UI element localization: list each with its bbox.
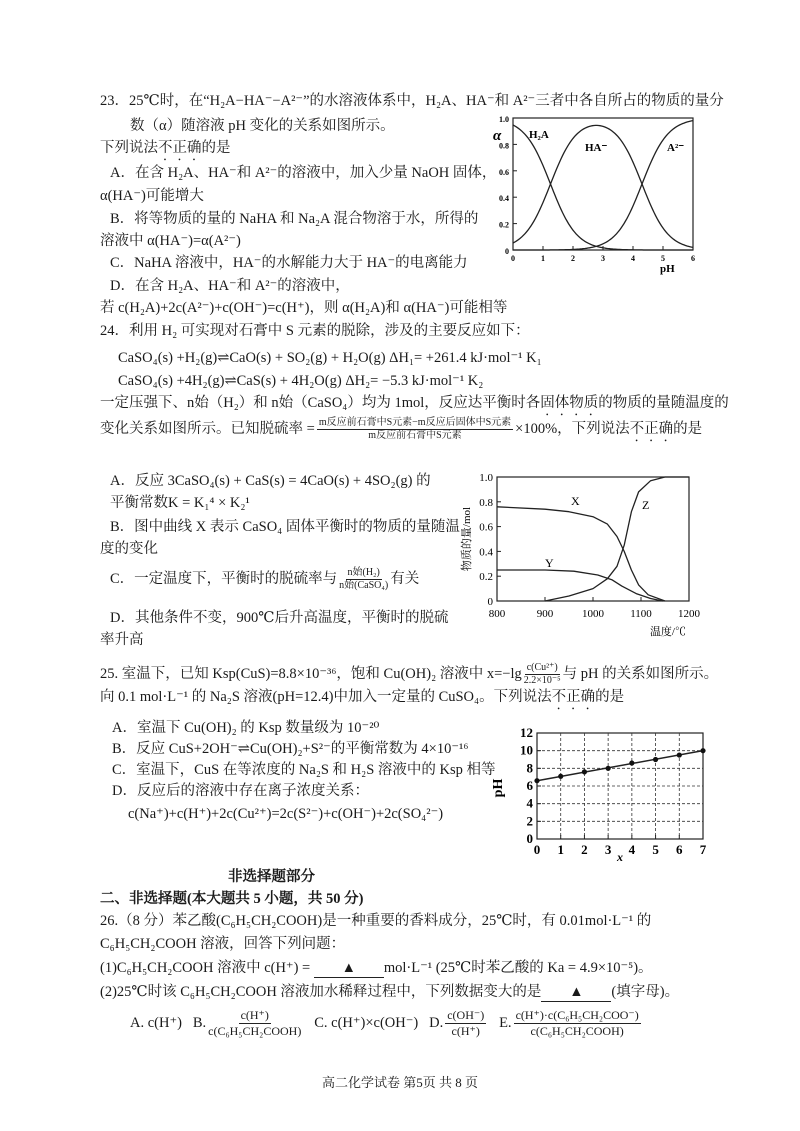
section-heading: 二、非选择题(本大题共 5 小题，共 50 分) xyxy=(100,891,364,907)
text: C．一定温度下，平衡时的脱硫率与 xyxy=(110,571,338,587)
q24-option-a-cont: 平衡常数K = K₁⁴ × K₂¹ xyxy=(110,495,250,511)
x-tick-label: 1 xyxy=(557,842,564,857)
series-label: H₂A xyxy=(529,129,549,141)
q24-equation-1: CaSO₄(s) +H₂(g)⇌CaO(s) + SO₂(g) + H₂O(g) ΔH₁= +261.4 kJ·mol⁻¹ K₁ xyxy=(118,350,542,366)
x-tick-label: 5 xyxy=(652,842,659,857)
series-line-X xyxy=(497,507,665,601)
option-d-fraction xyxy=(445,1008,486,1039)
q24-option-a: A．反应 3CaSO₄(s) + CaS(s) = 4CaO(s) + 4SO₂(g) 的 xyxy=(110,473,431,489)
data-point xyxy=(700,748,705,753)
y-tick-label: 2 xyxy=(526,813,533,829)
series-label: Z xyxy=(642,498,650,512)
x-tick-label: 1200 xyxy=(678,608,700,620)
denominator: c(C₆H₅CH₂COOH) xyxy=(208,1024,302,1039)
q24-option-c xyxy=(110,566,419,592)
y-tick-label: 0.4 xyxy=(499,194,509,204)
option-c: C. c(H⁺)×c(OH⁻) xyxy=(314,1015,419,1031)
y-axis-label: pH xyxy=(491,778,506,798)
q25-stem xyxy=(100,662,718,687)
series-label: Y xyxy=(545,556,554,570)
data-point xyxy=(534,778,539,783)
q23-option-b-cont: 溶液中 α(HA⁻)=α(A²⁻) xyxy=(100,233,241,249)
data-point xyxy=(629,760,634,765)
y-tick-label: 8 xyxy=(526,760,533,776)
data-point xyxy=(677,752,682,757)
q26-stem: 26.（8 分）苯乙酸(C₆H₅CH₂COOH)是一种重要的香料成分，25℃时，有 0.01mol·L⁻¹ 的 xyxy=(100,913,652,929)
q23-option-c: C．NaHA 溶液中，HA⁻的水解能力大于 HA⁻的电离能力 xyxy=(110,255,468,271)
y-tick-label: 12 xyxy=(520,725,533,740)
q23-option-b: B．将等物质的量的 NaHA 和 Na₂A 混合物溶于水，所得的 xyxy=(110,211,479,227)
denominator: c(H⁺) xyxy=(451,1024,480,1039)
page-footer: 高二化学试卷 第5页 共 8 页 xyxy=(321,1075,478,1090)
series-label: HA⁻ xyxy=(585,142,608,154)
series-label: X xyxy=(571,494,580,508)
y-tick-label: 0.4 xyxy=(479,546,493,559)
option-a: A. c(H⁺) xyxy=(130,1015,182,1031)
x-tick-label: 4 xyxy=(628,842,636,857)
denominator: n始(CaSO₄) xyxy=(339,580,389,592)
data-point xyxy=(582,769,587,774)
x-tick-label: 4 xyxy=(631,254,635,263)
q25-question xyxy=(100,688,624,713)
text: 一定压强下、n始（H₂）和 n始（CaSO₄）均为 1mol，反应达平衡时各 xyxy=(100,395,541,411)
ratio-fraction xyxy=(339,567,388,592)
q23-stem: 23．25℃时，在“H₂A−HA⁻−A²⁻”的水溶液体系中，H₂A、HA⁻和 A²⁻三者中各自所占的物质的量分 xyxy=(100,93,724,109)
series-label: A²⁻ xyxy=(667,142,685,154)
denominator: 2.2×10⁻⁵ xyxy=(523,675,561,687)
y-tick-label: 0 xyxy=(487,596,493,608)
q25-option-c: C．室温下，CuS 在等浓度的 Na₂S 和 H₂S 溶液中的 Ksp 相等 xyxy=(112,762,496,778)
x-tick-label: 5 xyxy=(661,254,665,263)
x-tick-label: 0 xyxy=(511,254,515,263)
text: mol·L⁻¹ (25℃时苯乙酸的 Ka = 4.9×10⁻⁵)。 xyxy=(383,960,653,976)
q23-option-a-cont: α(HA⁻)可能增大 xyxy=(100,188,204,204)
q24-option-d-cont: 率升高 xyxy=(100,632,144,648)
y-tick-label: 6 xyxy=(526,778,533,793)
denominator: m反应前石膏中S元素 xyxy=(368,430,462,442)
q23-option-d: D．在含 H₂A、HA⁻和 A²⁻的溶液中， xyxy=(110,278,350,294)
emphasis: 不正确 xyxy=(158,140,202,156)
option-b-label: B. xyxy=(192,1015,207,1031)
q25-option-a: A．室温下 Cu(OH)₂ 的 Ksp 数量级为 10⁻²⁰ xyxy=(112,720,380,736)
text: 25. 室温下，已知 Ksp(CuS)=8.8×10⁻³⁶，饱和 Cu(OH)₂ 溶液中 x=−lg xyxy=(100,666,522,682)
q24-equation-2: CaSO₄(s) +4H₂(g)⇌CaS(s) + 4H₂O(g) ΔH₂= −5.3 kJ·mol⁻¹ K₂ xyxy=(118,373,484,389)
numerator: c(H⁺) xyxy=(240,1008,269,1023)
q23-stem-2: 数（α）随溶液 pH 变化的关系如图所示。 xyxy=(130,118,395,134)
x-tick-label: 800 xyxy=(488,608,506,620)
x-tick-label: 900 xyxy=(536,608,554,620)
x-tick-label: 2 xyxy=(581,842,588,857)
text: 有关 xyxy=(390,571,420,587)
option-d-label: D. xyxy=(429,1015,444,1031)
y-axis-label: 物质的量/mol xyxy=(461,506,473,572)
plot-frame xyxy=(497,477,689,601)
y-axis-label: α xyxy=(493,128,502,144)
x-axis-label: pH xyxy=(660,263,675,275)
x-tick-label: 3 xyxy=(601,254,605,263)
numerator: c(Cu²⁺) xyxy=(526,662,558,674)
x-tick-label: 7 xyxy=(699,842,707,857)
text: 的物质的量随温度的 xyxy=(598,395,729,411)
y-tick-label: 1.0 xyxy=(479,472,493,484)
option-b-fraction xyxy=(208,1008,301,1039)
y-tick-label: 0.8 xyxy=(479,496,493,509)
text: 下列说法 xyxy=(100,140,158,156)
q24-stem: 24．利用 H₂ 可实现对石膏中 S 元素的脱除，涉及的主要反应如下： xyxy=(100,323,530,339)
x-axis-label: x xyxy=(617,850,623,862)
data-point xyxy=(558,774,563,779)
y-tick-label: 0.8 xyxy=(499,141,509,151)
x-tick-label: 3 xyxy=(604,842,612,857)
option-e-label: E. xyxy=(499,1015,512,1031)
numerator: c(H⁺)·c(C₆H₅CH₂COO⁻) xyxy=(515,1008,639,1023)
answer-blank-1[interactable]: ▲ xyxy=(314,959,384,978)
y-tick-label: 0.6 xyxy=(499,167,509,177)
desulfur-fraction xyxy=(317,417,513,442)
answer-blank-2[interactable]: ▲ xyxy=(541,983,611,1002)
q23-question xyxy=(100,139,231,164)
chart-alpha-ph xyxy=(485,110,710,275)
data-point xyxy=(653,757,658,762)
x-tick-label: 6 xyxy=(691,254,695,263)
data-point xyxy=(606,766,611,771)
numerator: n始(H₂) xyxy=(347,567,380,579)
emphasis: 不正确 xyxy=(629,421,674,437)
x-tick-label: 1000 xyxy=(582,608,604,620)
text: 与 pH 的关系如图所示。 xyxy=(562,666,719,682)
q25-option-d-formula: c(Na⁺)+c(H⁺)+2c(Cu²⁺)=2c(S²⁻)+c(OH⁻)+2c(SO₄²⁻) xyxy=(128,806,444,822)
q24-desulfur-rate xyxy=(100,416,702,445)
x-tick-label: 2 xyxy=(571,254,575,263)
x-tick-label: 6 xyxy=(676,842,683,857)
x-tick-label: 1100 xyxy=(630,608,652,620)
section-title: 非选择题部分 xyxy=(228,869,315,885)
q26-part-2 xyxy=(100,983,679,1002)
chart-amount-temperature xyxy=(458,465,708,640)
text: (1)C₆H₅CH₂COOH 溶液中 c(H⁺) = xyxy=(100,960,311,976)
y-tick-label: 10 xyxy=(520,742,533,758)
q23-option-d-cont: 若 c(H₂A)+2c(A²⁻)+c(OH⁻)=c(H⁺)，则 α(H₂A)和 α(HA⁻)可能相等 xyxy=(100,300,508,316)
text: (填字母)。 xyxy=(611,984,680,1000)
text: 的是 xyxy=(201,140,231,156)
q24-option-b-cont: 度的变化 xyxy=(100,541,158,557)
series-line-Y xyxy=(497,570,663,601)
y-tick-label: 0.2 xyxy=(499,220,509,230)
text: 变化关系如图所示。已知脱硫率 = xyxy=(100,421,315,437)
chart-ph-x xyxy=(490,722,710,862)
text: (2)25℃时该 C₆H₅CH₂COOH 溶液加水稀释过程中，下列数据变大的是 xyxy=(100,984,542,1000)
y-tick-label: 0 xyxy=(526,831,533,846)
q26-stem-2: C₆H₅CH₂COOH 溶液，回答下列问题： xyxy=(100,936,346,952)
option-e-fraction xyxy=(514,1008,641,1039)
emphasis: 固体物质 xyxy=(540,395,599,411)
q26-part-1 xyxy=(100,959,653,978)
q25-option-b: B．反应 CuS+2OH⁻⇌Cu(OH)₂+S²⁻的平衡常数为 4×10⁻¹⁶ xyxy=(112,741,469,757)
denominator: c(C₆H₅CH₂COOH) xyxy=(530,1024,624,1039)
numerator: m反应前石膏中S元素−m反应后固体中S元素 xyxy=(318,417,512,429)
x-tick-label: 1 xyxy=(541,254,545,263)
y-tick-label: 0 xyxy=(505,247,509,256)
numerator: c(OH⁻) xyxy=(447,1008,485,1023)
q23-option-a: A．在含 H₂A、HA⁻和 A²⁻的溶液中，加入少量 NaOH 固体， xyxy=(110,165,497,181)
y-tick-label: 0.2 xyxy=(479,571,493,584)
y-tick-label: 0.6 xyxy=(479,521,493,534)
emphasis: 不正确 xyxy=(551,689,596,705)
q26-options xyxy=(130,1008,643,1039)
x-fraction xyxy=(524,662,561,687)
text: 的是 xyxy=(595,689,625,705)
text: 向 0.1 mol·L⁻¹ 的 Na₂S 溶液(pH=12.4)中加入一定量的 CuSO₄。下列说法 xyxy=(100,689,552,705)
q24-option-b: B．图中曲线 X 表示 CaSO₄ 固体平衡时的物质的量随温 xyxy=(110,519,460,535)
y-tick-label: 4 xyxy=(526,795,533,811)
text: 的是 xyxy=(673,421,703,437)
y-tick-label: 1.0 xyxy=(499,115,509,124)
q24-option-d: D．其他条件不变，900℃后升高温度，平衡时的脱硫 xyxy=(110,610,449,626)
q25-option-d: D．反应后的溶液中存在离子浓度关系： xyxy=(112,783,369,799)
x-axis-label: 温度/℃ xyxy=(649,626,686,638)
text: ×100%，下列说法 xyxy=(515,421,630,437)
x-tick-label: 0 xyxy=(533,842,541,857)
